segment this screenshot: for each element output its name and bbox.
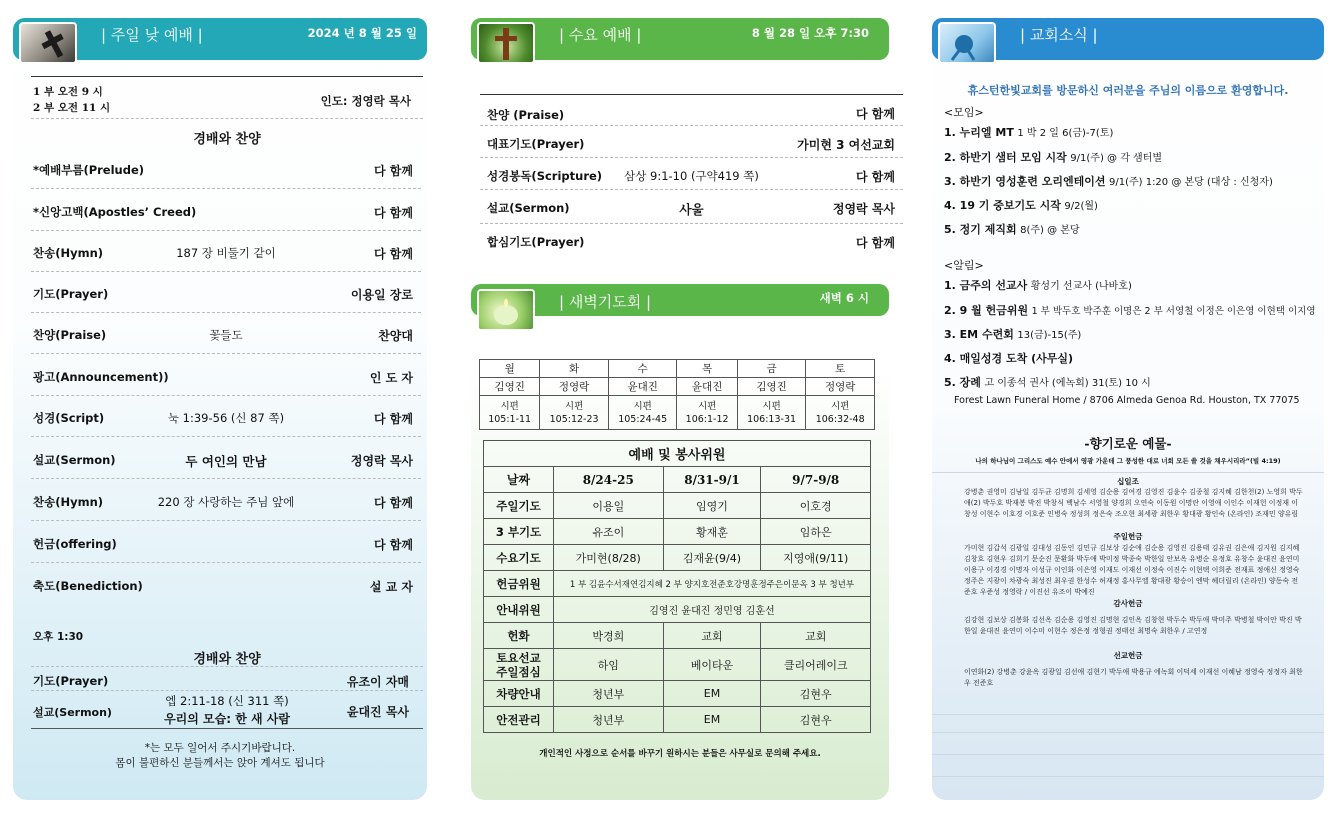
thanks-offering-names: 김강현 김보상 김봉화 김선옥 김순용 김영진 김명현 김인옥 김창현 박두수 박두애 박미주 박병철 박이안 박진 박한일 윤대진 윤연미 이수미 이현수 정은정 정형권 정태선 최명숙 최한우 / 고연정 [964, 616, 1302, 635]
meeting-item: 5. 정기 제직회 8(주) @ 본당 [944, 223, 1080, 236]
meeting-item: 3. 하반기 영성훈련 오리엔테이션 9/1(주) 1:20 @ 본당 (대상 : 신청자) [944, 175, 1273, 188]
service-time-1: 1 부 오전 9 시 [33, 86, 103, 98]
cross-icon [21, 24, 75, 62]
wed-order-row: 찬양 (Praise) 다 함께 [480, 96, 903, 126]
meetings-heading: <모임> [944, 106, 984, 119]
order-row: 찬송(Hymn) 220 장 사랑하는 주님 앞에 다 함께 [31, 480, 421, 521]
candle-image [477, 289, 535, 331]
order-row: 헌금(offering) 다 함께 [31, 522, 421, 563]
order-row: 성경(Script) 눅 1:39-56 (신 87 쪽) 다 함께 [31, 396, 421, 437]
wed-order-row: 대표기도(Prayer) 가미현 3 여선교회 [480, 126, 903, 158]
candle-icon [479, 291, 533, 329]
wednesday-time: 8 월 28 일 오후 7:30 [751, 26, 869, 40]
order-row: *신앙고백(Apostles’ Creed) 다 함께 [31, 190, 421, 231]
pm-sermon-label: 설교(Sermon) [33, 706, 112, 719]
order-row: 찬송(Hymn) 187 장 비둘기 같이 다 함께 [31, 231, 421, 272]
pm-prayer-right: 유조이 자매 [346, 675, 409, 689]
sunday-date: 2024 년 8 월 25 일 [307, 26, 417, 40]
pm-sermon-right: 윤대진 목사 [346, 705, 409, 719]
sit-note: 몸이 불편하신 분들께서는 앉아 계셔도 됩니다 [115, 757, 325, 769]
order-row: 축도(Benediction) 설 교 자 [33, 579, 413, 594]
order-row: *예배부름(Prelude) 다 함께 [31, 148, 421, 189]
section-title: 경배와 찬양 [193, 132, 261, 147]
meeting-item: 4. 19 기 중보기도 시작 9/2(월) [944, 199, 1098, 212]
order-row: 찬양(Praise) 꽃들도 찬양대 [31, 313, 421, 354]
pm-sermon-title: 우리의 모습: 한 새 사람 [164, 712, 290, 726]
volunteers-title: 예배 및 봉사위원 [484, 441, 871, 467]
wed-order-row: 합심기도(Prayer) 다 함께 [487, 235, 895, 250]
offering-title: -향기로운 예물- [1084, 436, 1172, 451]
bible-cross-image [19, 22, 77, 64]
notice-item: 1. 금주의 선교사 황성기 선교사 (나바호) [944, 279, 1132, 292]
notice-item: 5. 장례 고 이종석 권사 (에녹회) 31(토) 10 시 [944, 376, 1151, 389]
order-row: 광고(Announcement)) 인 도 자 [31, 355, 421, 396]
wed-order-row: 설교(Sermon) 사울 정영락 목사 [480, 190, 903, 224]
cross-icon [479, 24, 533, 62]
sunday-worship-panel [13, 14, 427, 800]
wednesday-worship-panel [471, 14, 895, 800]
afternoon-time: 오후 1:30 [33, 631, 84, 643]
dawn-title: | 새벽기도회 | [559, 293, 652, 311]
ribbon-icon [940, 24, 994, 62]
tithe-names: 강병춘 권영미 김남일 김두균 김명희 김세영 김순용 김여경 김영진 김윤수 김종철 김지혜 김한천(2) 노영희 박두애(2) 박두호 박재봉 박진 박창식 백남수 서영철 양경희 오연숙 이동원 이명란 이영애 이인수 이재헌 이정재 이창성 이현수 이호경 이호준 인병숙 정성희 정은숙 조오현 최세광 최한우 황대광 황인숙 (온라인) 조재민 양유림 [964, 488, 1303, 518]
mission-offering-heading: 선교헌금 [1113, 651, 1143, 660]
afternoon-section: 경배와 찬양 [193, 652, 261, 667]
welcome-text: 휴스턴한빛교회를 방문하신 여러분을 주님의 이름으로 환영합니다. [967, 84, 1289, 97]
dawn-time: 새벽 6 시 [819, 291, 869, 305]
pm-prayer-label: 기도(Prayer) [33, 674, 109, 688]
tithe-heading: 십일조 [1117, 477, 1139, 486]
wednesday-title: | 수요 예배 | [559, 26, 642, 44]
meeting-item: 1. 누리엘 MT 1 박 2 일 6(금)-7(토) [944, 126, 1114, 139]
notice-item: 3. EM 수련회 13(금)-15(주) [944, 328, 1082, 341]
notices-heading: <알림> [944, 259, 984, 272]
dawn-prayer-table: 월 화 수 목 금 토 김영진 정영락 윤대진 윤대진 김영진 정영락 시편 105:1-11 시편 105:12-23 시편 105:24-45 시편 106:1-12 시편 106:13-31 시편 106:32-48 [479, 359, 875, 430]
sunday-title: | 주일 낮 예배 | [101, 26, 203, 44]
service-volunteers-table: 예배 및 봉사위원 날짜 8/24-25 8/31-9/1 9/7-9/8 주일기도 이용일 임영기 이호경 3 부기도 유조이 황재훈 임하은 수요기도 가미현(8/28) 김재윤(9/4) 지영애(9/11) 헌금위원 1 부 김윤수서재연김지혜 2 부 양지호전준호강명훈정주은이문옥 3 부 청년부 안내위원 김영진 윤대진 정민영 김훈선 헌화 박경희 교회 교회 토요선교 주일점심 하임 베이타운 클리어레이크 차량안내 청년부 EM 김현우 안전관리 청년부 EM 김현우 [483, 440, 871, 733]
ribbon-image [938, 22, 996, 64]
pm-sermon-ref: 엡 2:11-18 (신 311 쪽) [165, 694, 289, 708]
mission-offering-names: 이연화(2) 강병춘 강윤옥 김광일 김선애 김현기 박두애 박용규 에녹회 이덕세 이재선 이혜남 정영숙 정정자 최한우 전준호 [964, 668, 1303, 687]
footnote: 개인적인 사정으로 순서를 바꾸기 원하시는 분들은 사무실로 문의해 주세요. [539, 749, 821, 759]
meeting-item: 2. 하반기 샘터 모임 시작 9/1(주) @ 각 샘터별 [944, 151, 1163, 164]
church-news-panel [932, 14, 1324, 800]
wed-order-row: 성경봉독(Scripture) 삼상 9:1-10 (구약419 쪽) 다 함께 [480, 158, 903, 190]
thanks-offering-heading: 감사헌금 [1113, 599, 1143, 608]
notice-item: 4. 매일성경 도착 (사무실) [944, 352, 1074, 365]
offering-verse: 나의 하나님이 그리스도 예수 안에서 영광 가운데 그 풍성한 대로 너희 모든 쓸 것을 채우시리라”(빌 4:19) [975, 457, 1281, 465]
news-title: | 교회소식 | [1020, 26, 1098, 44]
funeral-address: Forest Lawn Funeral Home / 8706 Almeda Genoa Rd. Houston, TX 77075 [954, 395, 1300, 406]
sunday-offering-names: 가미현 김갑석 김광일 김대성 김동인 김민규 김보상 김순애 김순용 김영진 김용태 김유권 김은애 김지원 김지혜 김창호 김현우 김희기 문순진 문환화 박두애 박미정 박종숙 박한일 안보옥 유병순 유정호 유창수 윤대진 윤연미 이용구 이경경 이명자 이성규 이인화 이은영 이재도 이재선 이정숙 이진수 이현택 이희준 전재표 정애신 정영숙 정주은 지광이 차광숙 최성진 최우권 한성수 허재정 홍사무엘 황대광 황승이 엔막 헤더릴리 (온라인) 양동숙 전준호 우준성 정영락 / 이진선 유조이 박예진 [964, 544, 1300, 596]
service-time-2: 2 부 오전 11 시 [33, 102, 111, 114]
order-row: 설교(Sermon) 두 여인의 만남 정영락 목사 [31, 438, 421, 479]
worship-leader: 인도: 정영락 목사 [320, 94, 411, 108]
stand-note: *는 모두 일어서 주시기바랍니다. [144, 742, 296, 754]
sunday-offering-heading: 주일헌금 [1113, 532, 1143, 541]
order-row: 기도(Prayer) 이용일 장로 [31, 272, 421, 313]
divider [31, 76, 423, 77]
green-cross-image [477, 22, 535, 64]
notice-item: 2. 9 월 헌금위원 1 부 박두호 박주훈 이명은 2 부 서영철 이정은 이은영 이현택 이지영 [944, 304, 1316, 317]
